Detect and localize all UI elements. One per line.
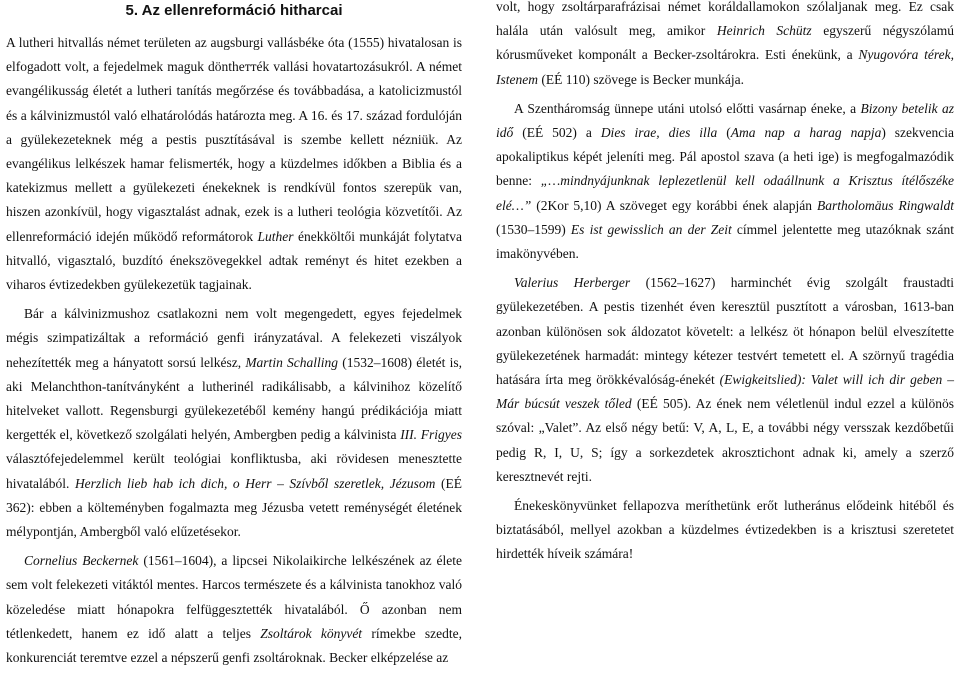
text-run: címmel jelentette meg utazóknak szánt imakönyvében. [496,221,955,262]
left-column-body [6,31,462,670]
italic-text: (Ewigkeitslied): Valet will ich dir geben – Már búcsút veszek tőled [496,372,954,412]
italic-text: Bizony betelik az idő [496,100,954,141]
text-run: választófejedelemmel került teológiai konfliktusba, aki rövidesen menesztette hivatalából. [6,451,462,491]
text-run: rímekbe szedte, konkurenciát teremtve ezzel a népszerű genfi zsoltároknak. Becker elképzelése az [6,625,462,666]
right-column [496,0,954,572]
text-run: A lutheri hitvallás német területen az augsburgi vallásbéke óta (1555) hivatalosan is elfogadott volt, a fejedelmek maguk döntheттék vallási hovatartozásukról. A német evangélikusság életét a lutheri tanítás megőrzése és továbbadása, a katolicizmustól és a kálvinizmustól való elhatárolódás határozta meg. A 16. és 17. század fordulóján a gyülekezeteknek még a pestis pusztításával is szembe kellett nézniük. Az evangélikus lelkészek hamar felismerték, hogy a küzdelmes időkben a Biblia és a katekizmus mellett a gyülekezeti énekeknek is rendkívül fontos szerepük van, hiszen azonkívül, hogy vigasztalást adnak, ezek is a lutheri teológia közvetítői. Az ellenreformáció idején működő reformátorok [6,35,462,244]
italic-text: Es ist gewisslich an der Zeit [570,221,732,237]
italic-text: Luther [257,228,294,244]
text-run: A Szentháromság ünnepe utáni utolsó előtti vasárnap éneke, a [514,100,861,116]
paragraph [496,97,954,266]
italic-text: Cornelius Beckernek [24,553,139,569]
italic-text: Valerius Herberger [514,275,631,291]
paragraph [496,271,954,489]
text-run: (1532–1608) életét is, aki Melanchthon-tanítványként a lutherinél radikálisabb, a kálvinihoz közelítő hitelveket vallott. Regensburgi gyülekezetéből kemény hangú prédikációja miatt kergették el, következő szolgálati helyén, Ambergben pedig a kálvinista [6,354,463,443]
text-run: Bár a kálvinizmushoz csatlakozni nem volt megengedett, egyes fejedelmek mégis szimpatizáltak a reformáció genfi irányzatával. A felekezeti viszályok nehezítették meg a hányatott sorsú lelkész, [6,306,462,370]
text-run: (EÉ 505). Az ének nem véletlenül indul ezzel a különös szóval: „Valet”. Az első négy betű: V, A, L, E, a további négy versszak kezdőbetűi pedig R, I, U, S; így a sorkezdetek akrosztichont adnak ki, amely a szerző keresztnevét rejti. [496,396,955,484]
text-run: (1530–1599) [496,221,571,237]
text-run: volt, hogy zsoltárparafrázisai német koráldallamokon szólaljanak meg. Ez csak halála után valósult meg, amikor [496,0,954,39]
text-run: ) szekvencia apokaliptikus képét jeleníti meg. Pál apostol szava (a heti ige) is megfogalmazódik benne: [496,125,954,189]
text-run: (1562–1627) harminchét évig szolgált fraustadti gyülekezetében. A pestis tizenhét éven keresztül pusztított a városban, 1613-ban azonban különösen sok áldozatot követelt: a lelkész öt hónapon belül elveszítette gyülekezetének harmadát: mintegy kétezer testvért temetett el. A szörnyű tragédia hatására írta meg örökkévalóság-énekét [496,275,954,388]
italic-text: Dies irae, dies illa [600,125,718,141]
italic-text: Bartholomäus Ringwaldt [817,197,954,213]
italic-text: Heinrich Schütz [716,23,812,39]
italic-text: Ama nap a harag napja [730,125,882,141]
text-run: (1561–1604), a lipcsei Nikolaikirche lelkészének az élete sem volt felekezeti vitáktól mentes. Harcos természete és a kálvinista tanokhoz való közeledése miatt hónapokra felfüggesztették hivatalából. Ő azonban nem tétlenkedett, hanem ez idő alatt a teljes [6,553,462,641]
italic-text: III. Frigyes [400,427,462,443]
italic-text: Nyugovóra térek, Istenem [496,47,954,87]
section-heading: 5. Az ellenreformáció hitharcai [125,2,343,19]
text-run: (EÉ 110) szövege is Becker munkája. [537,71,745,87]
paragraph [6,302,462,544]
paragraph [6,31,462,297]
text-run: Énekeskönyvünket fellapozva meríthetünk erőt lutheránus elődeink hitéből és biztatásából, mellyel azokban a küzdelmes évtizedekben is a krisztusi szeretetet hirdették híveik számára! [496,498,954,562]
italic-text: Herzlich lieb hab ich dich, o Herr – Szívből szeretlek, Jézusom [74,475,436,491]
paragraph [496,494,954,567]
text-run: (EÉ 362): ebben a költeményben fogalmazta meg Jézusba vetett reménységét életének mélypontján, Ambergből való elűzetésekor. [6,475,462,540]
paragraph [6,549,462,670]
italic-text: Martin Schalling [245,354,339,370]
italic-text: „…mindnyájunknak leplezetlenül kell odaállnunk a Krisztus ítélőszéke elé…” [496,173,954,213]
text-run: énekköltői munkáját folytatva hitvalló, vigasztaló, buzdító énekszövegekkel adtak reményt és hitet ezekben a viharos évtizedekben gyülekezetük tagjainak. [6,228,462,293]
left-column [6,0,462,675]
paragraph [496,0,954,92]
text-run: egyszerű négyszólamú kórusműveket komponált a Becker-zsoltárokra. Esti énekünk, a [496,23,954,63]
right-column-body [496,0,954,567]
text-run: (EÉ 502) a [513,125,601,141]
text-run: (2Kor 5,10) A szöveget egy korábbi ének alapján [531,197,818,213]
text-run: ( [717,125,731,141]
italic-text: Zsoltárok könyvét [260,625,363,641]
